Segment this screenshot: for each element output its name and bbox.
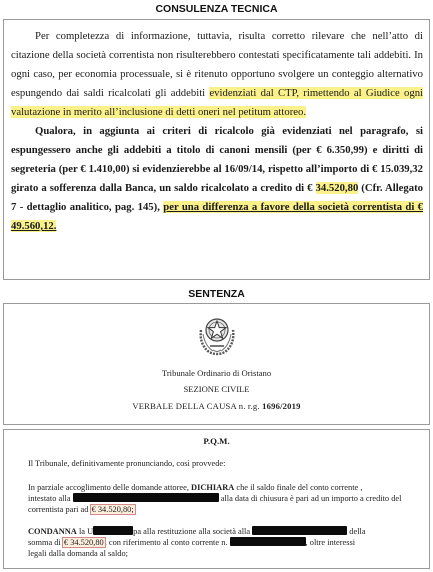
consulenza-paragraph-1 — [11, 27, 423, 122]
text: , con riferimento al conto corrente n. — [104, 538, 230, 547]
paragraph-text: (Cfr. Allegato 7 - dettaglio analitico, pag. 145), — [11, 182, 423, 213]
pqm-line-3 — [28, 493, 401, 504]
text: che il saldo finale del conto corrente , — [234, 483, 363, 492]
highlighted-difference: per una differenza a favore della società correntista di € 49.560,12. — [11, 201, 424, 232]
republic-emblem-icon — [195, 310, 239, 356]
sentenza-heading: SENTENZA — [188, 288, 245, 300]
consulenza-excerpt — [3, 19, 430, 280]
pqm-line-6 — [28, 537, 355, 548]
sezione-label: SEZIONE CIVILE — [183, 384, 250, 394]
paragraph-text: Per completezza di informazione, tuttavia, risulta corretto rilevare che nell’atto di citazione della società correntista non risulterebbero contestati specificatamente tali addebiti. In ogni caso, per economia processuale, si è ritenuto opportuno svolgere un conteggio alternativo espungendo dai saldi ricalcolati gli addebiti — [11, 30, 423, 99]
text: , oltre interessi — [305, 538, 356, 547]
pqm-line-7 — [28, 548, 128, 559]
text: Il Tribunale, definitivamente pronunciando, così provvede: — [28, 459, 226, 468]
redacted-name — [93, 526, 133, 535]
condanna-label: CONDANNA — [28, 527, 77, 536]
text: pa alla restituzione alla società alla — [133, 527, 253, 536]
highlighted-text: evidenziati dal CTP, rimettendo al Giudice ogni valutazione in merito all’inclusione di detti oneri nel petitum attoreo. — [11, 87, 424, 118]
text: della — [347, 527, 366, 536]
redacted-account — [230, 537, 306, 546]
highlighted-amount: 34.520,80 — [315, 182, 359, 194]
pqm-line-1 — [28, 458, 225, 469]
text: legali dalla domanda al saldo; — [28, 549, 129, 558]
pqm-excerpt — [3, 429, 430, 569]
paragraph-text: Qualora, in aggiunta ai criteri di ricalcolo già evidenziati nel paragrafo, si espungessero anche gli addebiti a titolo di canoni mensili (per € 6.350,99) e diritti di segreteria (per € 1.410,00) si evidenzierebbe al 16/09/14, rispetto all’importo di € 15.039,32 girato a sofferenza dalla Banca, un saldo ricalcolato a credito di € — [11, 125, 423, 194]
pqm-line-2 — [28, 482, 362, 493]
text: la U — [76, 527, 94, 536]
pqm-line-4 — [28, 504, 135, 515]
highlighted-amount: € 34.520,80; — [91, 505, 134, 514]
tribunale-name: Tribunale Ordinario di Oristano — [161, 368, 272, 378]
verbale-label: VERBALE DELLA CAUSA n. r.g. — [132, 401, 260, 411]
text: alla data di chiusura è pari ad un importo a credito del — [218, 494, 402, 503]
consulenza-paragraph-2 — [11, 122, 423, 236]
consulenza-heading: CONSULENZA TECNICA — [155, 3, 278, 15]
highlighted-amount: € 34.520,80 — [63, 538, 104, 547]
sentenza-header — [3, 303, 430, 425]
dichiara-label: DICHIARA — [191, 483, 235, 492]
text: somma di — [28, 538, 63, 547]
pqm-line-5 — [28, 526, 366, 537]
redacted-name — [73, 493, 219, 502]
redacted-name — [252, 526, 347, 535]
verbale-line — [4, 401, 429, 411]
text: correntista pari ad — [28, 505, 91, 514]
text: intestato alla — [28, 494, 73, 503]
causa-number: 1696/2019 — [262, 401, 301, 411]
pqm-title: P.Q.M. — [203, 436, 230, 446]
text: In parziale accoglimento delle domande attoree, — [28, 483, 192, 492]
